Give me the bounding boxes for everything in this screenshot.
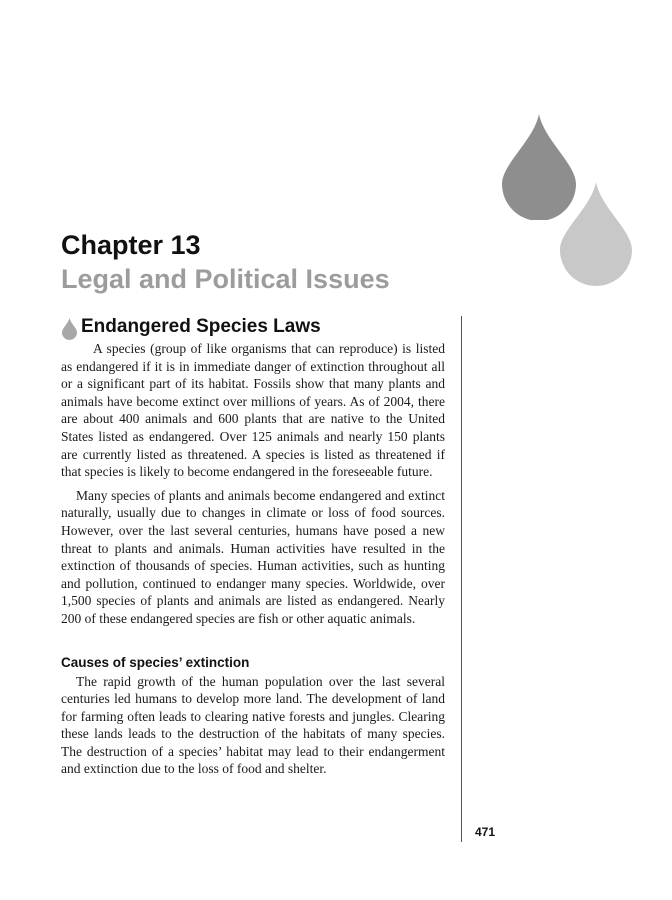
body-paragraph: Many species of plants and animals become endangered and extinct naturally, usually due to changes in climate or loss of food sources. However, over the last several centuries, humans have posed a new threat to plants and animals. Human activities have resulted in the extinction of thousands of species. Human activities, such as hunting and pollution, continued to endanger many species. Worldwide, over 1,500 species of plants and animals are listed as endangered. Nearly 200 of these endangered species are fish or other aquatic animals.: [61, 487, 445, 626]
body-paragraph: A species (group of like organisms that can reproduce) is listed as endangered if it is in immediate danger of extinction throughout all or a significant part of its habitat. Fossils show that many plants and animals have become extinct over millions of years. As of 2004, there are about 400 animals and 600 plants that are native to the United States listed as endangered. Over 125 animals and nearly 150 plants are currently listed as threatened. A species is listed as threatened if that species is likely to become endangered in the foreseeable future.: [61, 341, 445, 480]
column-divider: [461, 316, 462, 842]
chapter-number: Chapter 13: [61, 230, 201, 260]
small-water-drop-icon: [560, 182, 632, 286]
page-number: 471: [475, 825, 496, 839]
section-title: Endangered Species Laws: [81, 316, 321, 337]
section-header: [61, 316, 445, 340]
section-water-drop-icon: [62, 318, 77, 340]
body-paragraph: The rapid growth of the human population over the last several centuries led humans to develop more land. The development of land for farming often leads to clearing native forests and jungles. Clearing these lands leads to the destruction of the habitats of many species. The destruction of a species’ habitat may lead to their endangerment and extinction due to the loss of food and shelter.: [61, 673, 445, 777]
main-text-column: [61, 316, 445, 778]
subsection-title: Causes of species’ extinction: [61, 654, 250, 670]
chapter-title: Legal and Political Issues: [61, 264, 390, 294]
